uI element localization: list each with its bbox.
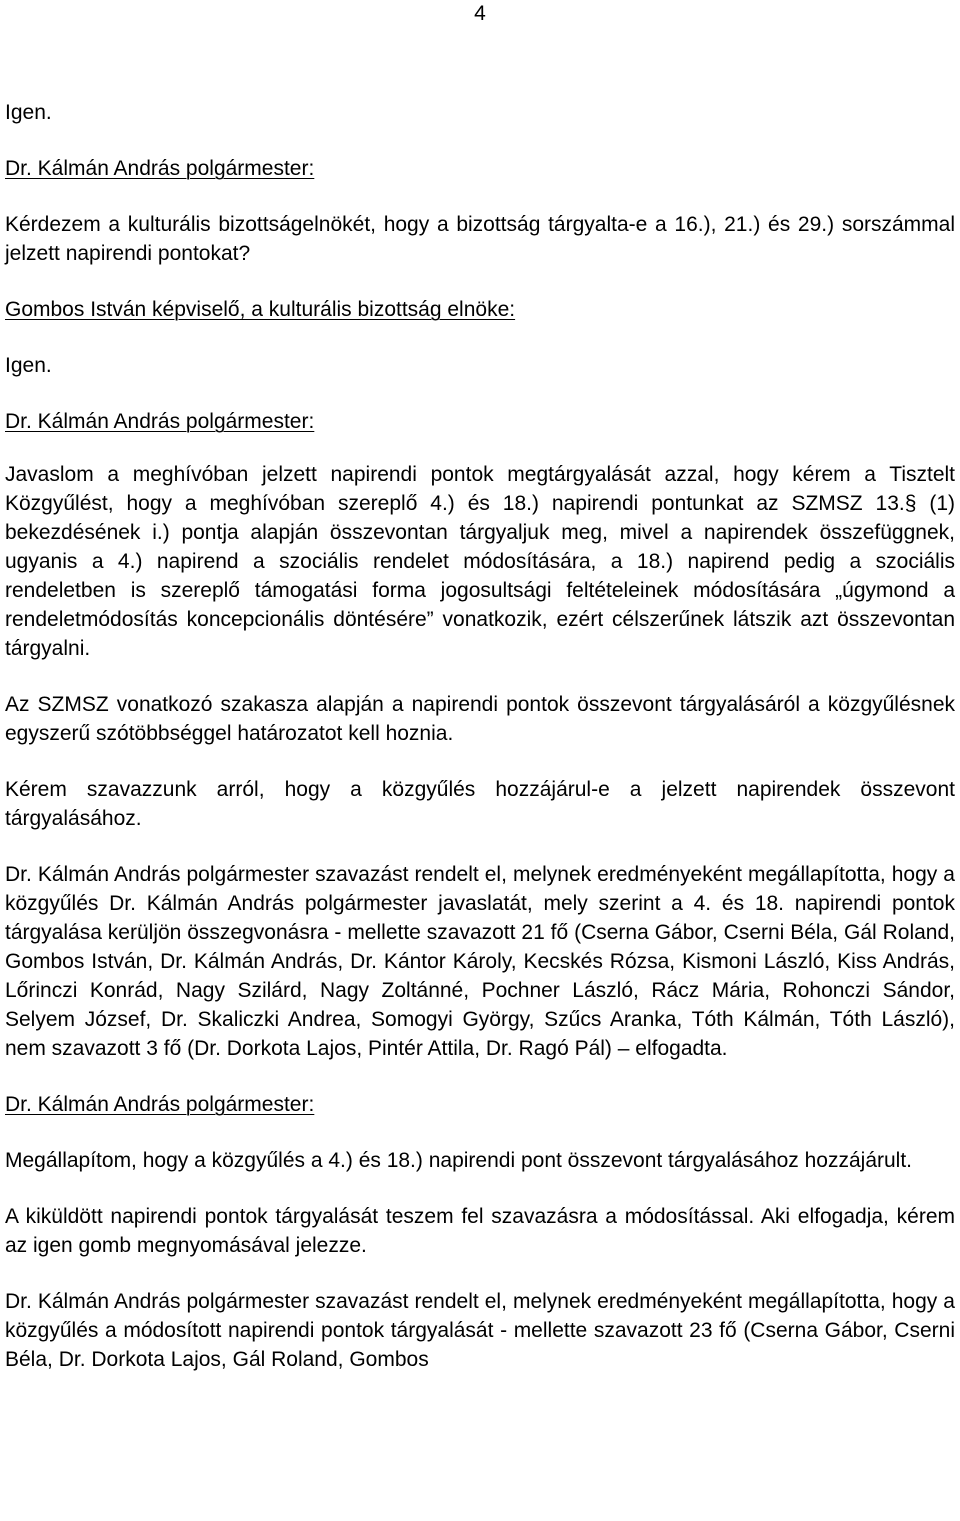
vote-result-paragraph: Dr. Kálmán András polgármester szavazást rendelt el, melynek eredményeként megállapította, hogy a közgyűlés Dr. Kálmán András polgármester javaslatát, mely szerint a 4. és 18. napirendi pontok tárgyalása kerüljön összegvonásra - mellette szavazott 21 fő (Cserna Gábor, Cserni Béla, Gál Roland, Gombos István, Dr. Kálmán András, Dr. Kántor Károly, Kecskés Rózsa, Kismoni László, Kiss András, Lőrinczi Konrád, Nagy Szilárd, Nagy Zoltánné, Pochner László, Rácz Mária, Rohonczi Sándor, Selyem József, Dr. Skaliczki Andrea, Somogyi György, Szűcs Aranka, Tóth Kálmán, Tóth László), nem szavazott 3 fő (Dr. Dorkota Lajos, Pintér Attila, Dr. Ragó Pál) – elfogadta.	[5, 863, 955, 1060]
speech-paragraph: A kiküldött napirendi pontok tárgyalását teszem fel szavazásra a módosítással. Aki elfogadja, kérem az igen gomb megnyomásával jelezze.	[5, 1205, 955, 1257]
document-body	[5, 98, 955, 1401]
page-number: 4	[474, 2, 486, 25]
speech-paragraph: Az SZMSZ vonatkozó szakasza alapján a napirendi pontok összevont tárgyalásáról a közgyűlésnek egyszerű szótöbbséggel határozatot kell hoznia.	[5, 693, 955, 745]
speech-paragraph: Kérem szavazzunk arról, hogy a közgyűlés hozzájárul-e a jelzett napirendek összevont tárgyalásához.	[5, 778, 955, 830]
speaker-heading: Dr. Kálmán András polgármester:	[5, 410, 315, 433]
speech-paragraph: Javaslom a meghívóban jelzett napirendi pontok megtárgyalását azzal, hogy kérem a Tisztelt Közgyűlést, hogy a meghívóban szereplő 4.) és 18.) napirendi pontunkat az SZMSZ 13.§ (1) bekezdésének i.) pontja alapján összevontan tárgyaljuk meg, mivel a napirendek összefüggnek, ugyanis a 4.) napirend a szociális rendelet módosítására, a 18.) napirend pedig a szociális rendeletben is szereplő támogatási forma jogosultsági feltételeinek módosítására „úgymond a rendeletmódosítás koncepcionális döntésére” vonatkozik, ezért célszerűnek látszik azt összevontan tárgyalni.	[5, 463, 955, 660]
reply-text: Igen.	[5, 354, 52, 377]
speaker-heading: Dr. Kálmán András polgármester:	[5, 1093, 315, 1116]
reply-text: Igen.	[5, 101, 52, 124]
speaker-heading: Gombos István képviselő, a kulturális bizottság elnöke:	[5, 298, 516, 321]
speech-paragraph: Kérdezem a kulturális bizottságelnökét, hogy a bizottság tárgyalta-e a 16.), 21.) és 29.) sorszámmal jelzett napirendi pontokat?	[5, 213, 955, 265]
speaker-heading: Dr. Kálmán András polgármester:	[5, 157, 315, 180]
vote-result-paragraph: Dr. Kálmán András polgármester szavazást rendelt el, melynek eredményeként megállapította, hogy a közgyűlés a módosított napirendi pontok tárgyalását - mellette szavazott 23 fő (Cserna Gábor, Cserni Béla, Dr. Dorkota Lajos, Gál Roland, Gombos	[5, 1290, 955, 1371]
speech-paragraph: Megállapítom, hogy a közgyűlés a 4.) és 18.) napirendi pont összevont tárgyalásához hozzájárult.	[5, 1149, 913, 1172]
